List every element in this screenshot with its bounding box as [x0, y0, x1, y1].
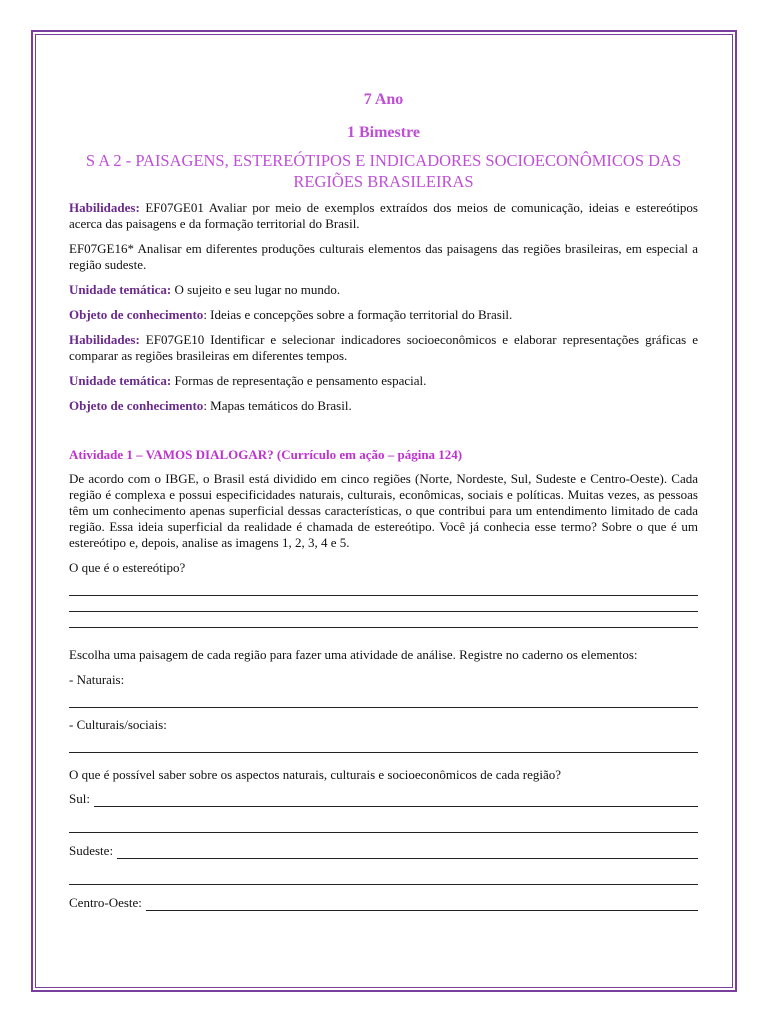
- label: Objeto de conhecimento: [69, 307, 204, 322]
- centro-oeste-row: [69, 895, 698, 911]
- answer-line[interactable]: [69, 580, 698, 596]
- naturais-label: - Naturais:: [69, 672, 125, 687]
- label: Objeto de conhecimento: [69, 398, 204, 413]
- answer-line[interactable]: [69, 737, 698, 753]
- knowledge-object-1: [69, 307, 698, 323]
- centro-oeste-label: Centro-Oeste:: [69, 895, 142, 910]
- answer-line[interactable]: [69, 596, 698, 612]
- knowledge-object-2: [69, 398, 698, 414]
- skills-paragraph-3: [69, 332, 698, 364]
- question-landscape: Escolha uma paisagem de cada região para fazer uma atividade de análise. Registre no caderno os elementos:: [69, 647, 638, 662]
- answer-line[interactable]: [69, 692, 698, 708]
- text: O sujeito e seu lugar no mundo.: [171, 282, 341, 297]
- activity-title: Atividade 1 – VAMOS DIALOGAR? (Currículo em ação – página 124): [69, 447, 463, 462]
- answer-line[interactable]: [117, 846, 698, 859]
- question-regions: O que é possível saber sobre os aspectos naturais, culturais e socioeconômicos de cada região?: [69, 767, 562, 782]
- text: : Mapas temáticos do Brasil.: [203, 398, 352, 413]
- sudeste-row: [69, 843, 698, 859]
- answer-line[interactable]: [69, 872, 698, 885]
- document-body: [69, 86, 698, 911]
- label: Unidade temática:: [69, 373, 172, 388]
- answer-line[interactable]: [146, 898, 698, 911]
- answer-line[interactable]: [69, 820, 698, 833]
- document-title: S A 2 - PAISAGENS, ESTEREÓTIPOS E INDICADORES SOCIOECONÔMICOS DAS REGIÕES BRASILEIRAS: [85, 151, 682, 191]
- bimester-heading: 1 Bimestre: [346, 124, 420, 141]
- answer-line[interactable]: [69, 612, 698, 628]
- skills-paragraph-2: [69, 241, 698, 273]
- thematic-unit-2: [69, 373, 698, 389]
- sul-label: Sul:: [69, 791, 90, 806]
- sudeste-label: Sudeste:: [69, 843, 114, 858]
- year-heading: 7 Ano: [363, 91, 404, 108]
- sul-row: [69, 791, 698, 807]
- answer-line[interactable]: [94, 794, 698, 807]
- text: EF07GE16* Analisar em diferentes produções culturais elementos das paisagens das regiões brasileiras, em especial a região sudeste.: [69, 241, 698, 272]
- label: Habilidades:: [69, 200, 140, 215]
- thematic-unit-1: [69, 282, 698, 298]
- question-stereotype: O que é o estereótipo?: [69, 560, 186, 575]
- text: : Ideias e concepções sobre a formação territorial do Brasil.: [203, 307, 513, 322]
- blank-row: [69, 869, 698, 885]
- text: Formas de representação e pensamento espacial.: [171, 373, 427, 388]
- label: Habilidades:: [69, 332, 140, 347]
- activity-intro: De acordo com o IBGE, o Brasil está dividido em cinco regiões (Norte, Nordeste, Sul, Sudeste e Centro-Oeste). Cada região é complexa e possui especificidades naturais, culturais, econômicas, sociais e políticas. Muitas vezes, as pessoas têm um conhecimento apenas superficial dessas características, o que contribui para um entendimento limitado de cada região. Essa ideia superficial da realidade é chamada de estereótipo. Você já conhecia esse termo? Sobre o que é um estereótipo e, depois, analise as imagens 1, 2, 3, 4 e 5.: [69, 471, 698, 550]
- text: EF07GE01 Avaliar por meio de exemplos extraídos dos meios de comunicação, ideias e estereótipos acerca das paisagens e da formação territorial do Brasil.: [69, 200, 698, 231]
- label: Unidade temática:: [69, 282, 172, 297]
- culturais-label: - Culturais/sociais:: [69, 717, 167, 732]
- blank-row: [69, 817, 698, 833]
- skills-paragraph-1: [69, 200, 698, 232]
- text: EF07GE10 Identificar e selecionar indicadores socioeconômicos e elaborar representações gráficas e comparar as regiões brasileiras em diferentes tempos.: [69, 332, 698, 363]
